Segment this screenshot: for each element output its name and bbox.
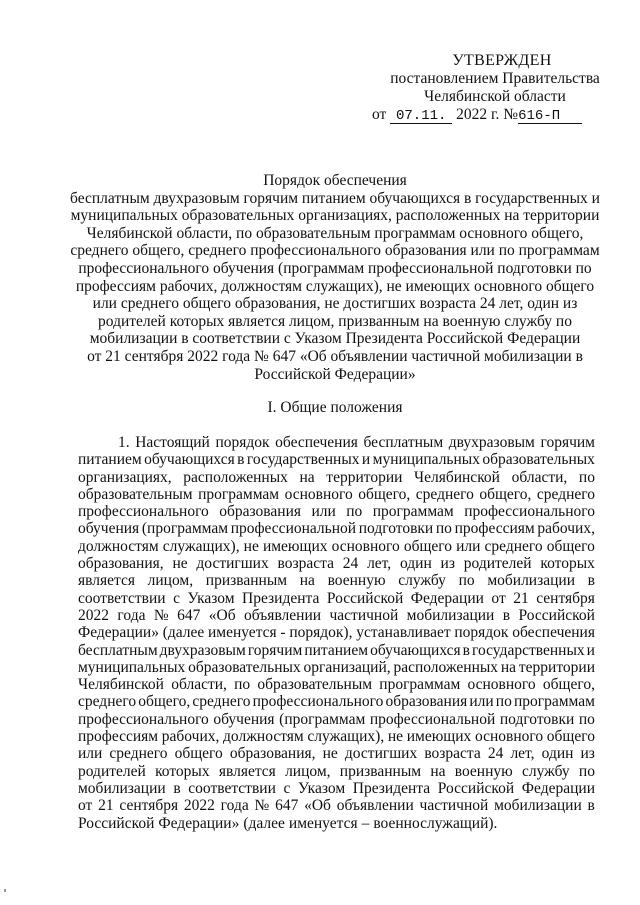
body-line: от 21 сентября 2022 года № 647 «Об объявлении частичной мобилизации в (78, 797, 595, 815)
title-line: родителей которых является лицом, призванным на военную службу по (98, 312, 572, 330)
body-line: соответствии с Указом Президента Российской Федерации от 21 сентября (78, 589, 595, 607)
title-line: Челябинской области, по образовательным программам основного общего, (86, 224, 584, 242)
body-paragraph (78, 434, 595, 832)
title-line: от 21 сентября 2022 года № 647 «Об объявлении частичной мобилизации в (87, 347, 583, 365)
title-line: мобилизации в соответствии с Указом Президента Российской Федерации (89, 330, 581, 348)
title-line: Российской Федерации» (254, 365, 416, 383)
title-line: бесплатным двухразовым горячим питанием обучающихся в государственных и (70, 189, 600, 207)
body-line: профессиям рабочих, должностям служащих), не имеющих основного общего (78, 728, 595, 746)
body-line: Челябинской области, по образовательным программам основного общего, (78, 676, 595, 694)
title-line: среднего общего, среднего профессионального образования или по программам (70, 242, 600, 260)
title-line: муниципальных образовательных организациях, расположенных на территории (70, 207, 600, 225)
body-line: обучения (программам профессиональной подготовки по профессиям рабочих, (78, 520, 595, 538)
approval-date-line (372, 106, 610, 124)
title-line: профессиям рабочих, должностям служащих), не имеющих основного общего (75, 277, 595, 295)
body-line: Российской Федерации» (далее именуется – военнослужащий). (78, 814, 498, 832)
approval-line-2: Челябинской области (424, 88, 566, 105)
body-line: 1. Настоящий порядок обеспечения бесплатным двухразовым горячим (118, 434, 595, 451)
body-line: профессионального обучения (программам профессиональной подготовки по (78, 710, 595, 728)
body-line: должностям служащих), не имеющих основного общего или среднего общего (78, 537, 595, 555)
body-line: профессионального образования или по программам профессионального (78, 503, 595, 521)
body-line: бесплатным двухразовым горячим питанием обучающихся в государственных и (78, 641, 595, 659)
body-line: Федерации» (далее именуется - порядок), устанавливает порядок обеспечения (78, 624, 595, 642)
body-line: мобилизации в соответствии с Указом Президента Российской Федерации (78, 779, 595, 797)
date-prefix: от (372, 106, 387, 123)
title-line: профессионального обучения (программам профессиональной подготовки по (78, 259, 592, 277)
date-value: 07.11. (390, 109, 452, 124)
body-line: 2022 года № 647 «Об объявлении частичной мобилизации в Российской (78, 606, 595, 624)
body-line: является лицом, призванным на военную службу по мобилизации в (78, 572, 595, 590)
title-line: или среднего общего образования, не достигших возраста 24 лет, один из (92, 295, 578, 313)
decree-number: 616-П (518, 109, 582, 124)
approval-line-1: постановлением Правительства (390, 70, 600, 87)
year-text: 2022 г. № (456, 106, 519, 123)
section-heading: I. Общие положения (267, 399, 403, 416)
body-line: родителей которых является лицом, призванным на военную службу по (78, 762, 595, 780)
approval-title: УТВЕРЖДЕН (452, 52, 552, 69)
scan-mark (4, 889, 6, 892)
document-title (60, 172, 610, 383)
body-line: среднего общего, среднего профессионального образования или по программам (78, 693, 595, 711)
body-line: муниципальных образовательных организаций, расположенных на территории (78, 658, 595, 676)
title-line: Порядок обеспечения (263, 172, 407, 189)
body-line: или среднего общего образования, не достигших возраста 24 лет, один из (78, 745, 595, 763)
body-line: образования, не достигших возраста 24 лет, один из родителей которых (78, 555, 595, 573)
body-line: образовательным программам основного общего, среднего общего, среднего (78, 485, 595, 503)
approval-block (370, 52, 610, 124)
body-line: организациях, расположенных на территории Челябинской области, по (78, 468, 595, 486)
body-line: питанием обучающихся в государственных и муниципальных образовательных (78, 451, 595, 469)
